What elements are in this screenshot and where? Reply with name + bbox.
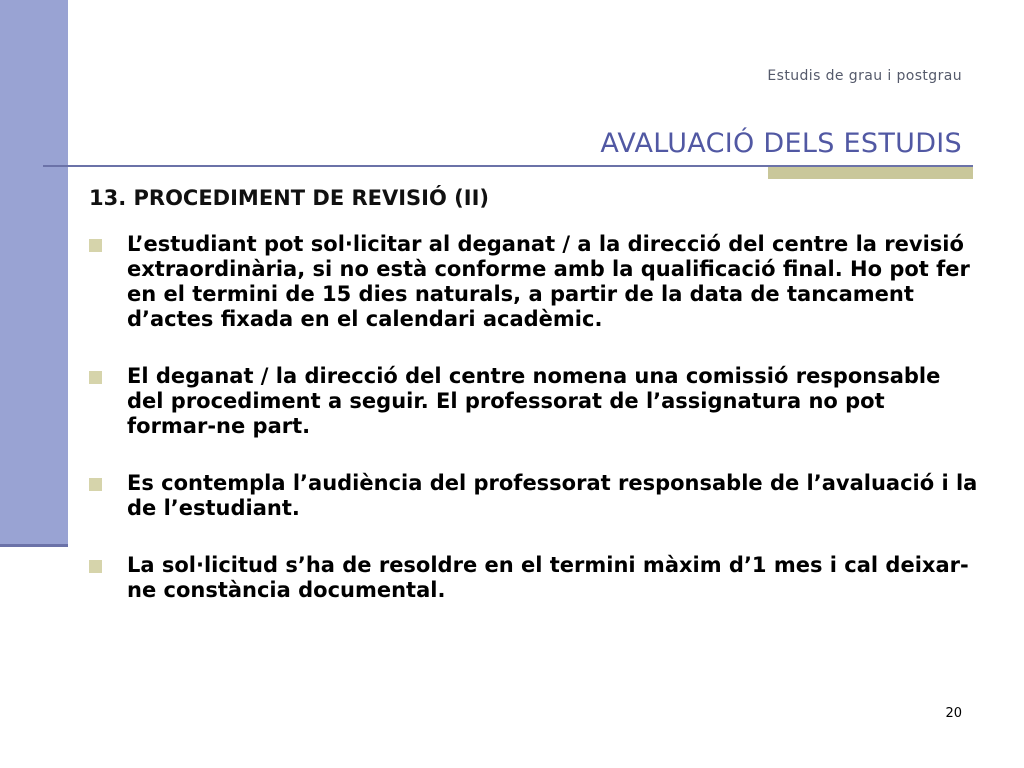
square-bullet-icon	[89, 239, 102, 252]
page-number: 20	[945, 706, 962, 721]
left-decorative-band	[0, 0, 68, 544]
bullet-item	[89, 232, 979, 332]
bullet-text: El deganat / la direcció del centre nomena una comissió responsable del procediment a seguir. El professorat de l’assignatura no pot formar-ne part.	[127, 364, 941, 438]
bullet-list	[89, 232, 979, 603]
slide-title: AVALUACIÓ DELS ESTUDIS	[600, 128, 962, 159]
left-band-underline	[0, 544, 68, 547]
bullet-item	[89, 364, 979, 439]
square-bullet-icon	[89, 371, 102, 384]
bullet-text: L’estudiant pot sol·licitar al deganat / a la direcció del centre la revisió extraordinària, si no està conforme amb la qualificació final. Ho pot fer en el termini de 15 dies naturals, a partir de la data de tancament d’actes fixada en el calendari acadèmic.	[127, 232, 970, 331]
bullet-item	[89, 553, 979, 603]
header-subtitle: Estudis de grau i postgrau	[767, 68, 962, 84]
bullet-item	[89, 471, 979, 521]
square-bullet-icon	[89, 478, 102, 491]
slide-content	[89, 184, 979, 635]
bullet-text: Es contempla l’audiència del professorat responsable de l’avaluació i la de l’estudiant.	[127, 471, 978, 520]
bullet-text: La sol·licitud s’ha de resoldre en el termini màxim d’1 mes i cal deixar-ne constància documental.	[127, 553, 969, 602]
section-heading: 13. PROCEDIMENT DE REVISIÓ (II)	[89, 186, 489, 210]
header-divider-accent	[768, 167, 973, 179]
square-bullet-icon	[89, 560, 102, 573]
